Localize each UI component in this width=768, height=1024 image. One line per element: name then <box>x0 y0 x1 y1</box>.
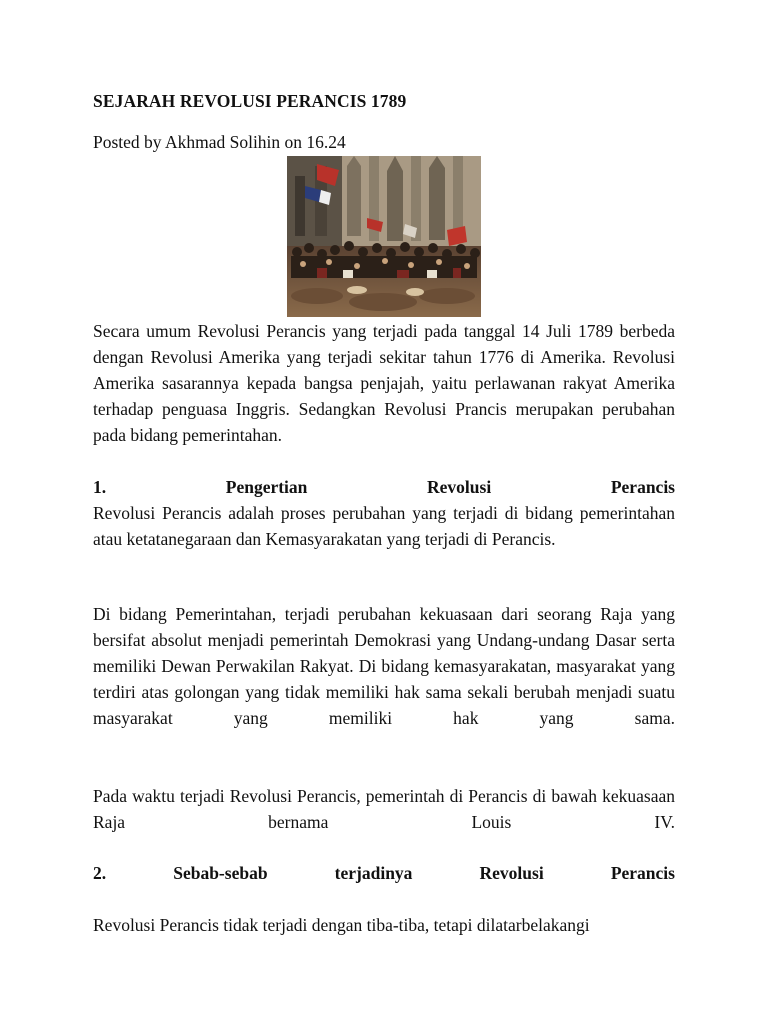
section-1-word-1: Pengertian <box>225 477 308 497</box>
document-title: SEJARAH REVOLUSI PERANCIS 1789 <box>93 91 407 111</box>
section-1-word-3: Perancis <box>610 477 675 497</box>
government-paragraph: Di bidang Pemerintahan, terjadi perubahan kekuasaan dari seorang Raja yang bersifat absolut menjadi pemerintah Demokrasi yang Undang-undang Dasar serta memiliki Dewan Perwakilan Rakyat. Di bidang kemasyarakatan, masyarakat yang terdiri atas golongan yang tidak memiliki hak sama sekali berubah menjadi suatu masyarakat yang memiliki hak yang sama. <box>93 604 675 728</box>
section-2-word-1: Sebab-sebab <box>173 863 268 883</box>
definition-paragraph: Revolusi Perancis adalah proses perubahan yang terjadi di bidang pemerintahan atau ketatanegaraan dan Kemasyarakatan yang terjadi di Perancis. <box>93 503 675 549</box>
section-2-heading <box>93 863 675 884</box>
intro-paragraph: Secara umum Revolusi Perancis yang terjadi pada tanggal 14 Juli 1789 berbeda dengan Revolusi Amerika yang terjadi sekitar tahun 1776 di Amerika. Revolusi Amerika sasarannya kepada bangsa penjajah, yaitu perlawanan rakyat Amerika terhadap penguasa Inggris. Sedangkan Revolusi Prancis merupakan perubahan pada bidang pemerintahan. <box>93 321 675 445</box>
section-2-number: 2. <box>93 863 107 883</box>
section-1-word-2: Revolusi <box>427 477 492 497</box>
section-1-number: 1. <box>93 477 107 497</box>
section-2-word-2: terjadinya <box>334 863 413 883</box>
post-byline: Posted by Akhmad Solihin on 16.24 <box>93 132 346 152</box>
louis-paragraph: Pada waktu terjadi Revolusi Perancis, pemerintah di Perancis di bawah kekuasaan Raja bernama Louis IV. <box>93 786 675 832</box>
revolution-painting <box>287 156 481 317</box>
section-2-word-3: Revolusi <box>479 863 544 883</box>
section-2-word-4: Perancis <box>610 863 675 883</box>
section-1-heading <box>93 477 675 498</box>
causes-paragraph: Revolusi Perancis tidak terjadi dengan tiba-tiba, tetapi dilatarbelakangi <box>93 915 590 935</box>
painting-illustration <box>287 156 481 317</box>
